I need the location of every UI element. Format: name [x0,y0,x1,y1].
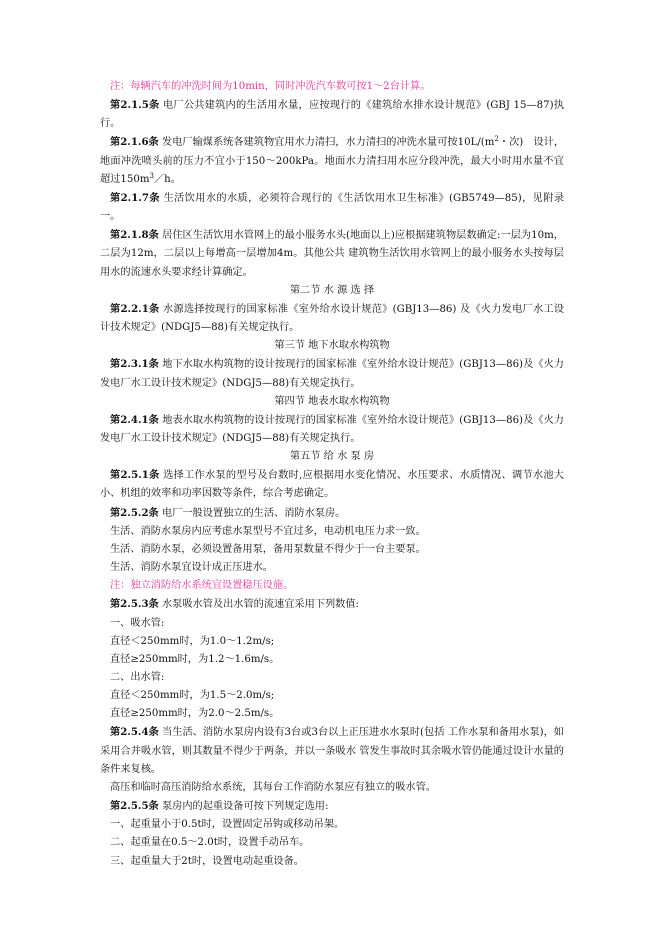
list-item-outlet-large: 直径≥250mm时，为2.0～2.5m/s。 [110,708,280,720]
superscript: 2 [494,135,499,144]
list-item-crane-large: 三、起重量大于2t时，设置电动起重设备。 [110,855,304,867]
paragraph-positive-pressure: 生活、消防水泵宜设计成正压进水。 [110,562,273,574]
note-car-wash: 注：每辆汽车的冲洗时间为10min，同时冲洗汽车数可按1～2台计算。 [110,81,431,92]
article-2-2-1 [100,300,564,337]
paragraph-independent-suction: 高压和临时高压消防给水系统，其每台工作消防水泵应有独立的吸水管。 [110,781,436,793]
article-text: 电厂一般设置独立的生活、消防水泵房。 [158,507,346,519]
article-number: 第2.1.7条 [110,191,160,204]
article-text: ／h。 [153,173,181,185]
article-text: 泵房内的起重设备可按下列规定选用: [158,801,329,813]
list-item-crane-small: 一、起重量小于0.5t时，设置固定吊钩或移动吊架。 [110,819,345,831]
section-heading-2: 第二节 水 源 选 择 [289,284,375,296]
article-text: 当生活、消防水泵房内设有3台或3台以上正压进水水泵时(包括 工作水泵和备用水泵)，如采用合并吸水管，则其数量不得少于两条，并以一条吸水 管发生事故时其余吸水管仍能通过设计水量的条件来复核。 [100,727,564,775]
list-item-suction-small: 直径＜250mm时，为1.0～1.2m/s; [110,635,275,647]
article-2-1-5 [100,96,564,133]
article-2-1-7 [100,189,564,226]
list-item-suction-large: 直径≥250mm时，为1.2～1.6m/s。 [110,653,280,665]
article-number: 第2.1.8条 [110,229,159,242]
article-2-5-5 [100,797,564,816]
article-text: 地表水取水构筑物的设计按现行的国家标准《室外给水设计规范》(GBJ13—86)及《火力发电厂水工设计技术规定》(NDGJ5—88)有关规定执行。 [100,414,564,444]
article-number: 第2.5.3条 [110,598,159,611]
paragraph-pump-type: 生活、消防水泵房内应考虑水泵型号不宜过多，电动机电压力求一致。 [110,525,426,537]
article-number: 第2.1.6条 [110,136,159,149]
article-text: 生活饮用水的水质，必须符合现行的《生活饮用水卫生标准》(GB5749—85)，见附录一。 [100,192,565,223]
article-number: 第2.5.4条 [110,726,159,739]
section-heading-4: 第四节 地表水取水构筑物 [274,395,390,407]
paragraph-backup-pump: 生活、消防水泵，必须设置备用泵，备用泵数量不得少于一台主要泵。 [110,543,426,555]
article-2-5-1 [100,466,564,503]
article-number: 第2.2.1条 [110,302,160,315]
article-text: 地下水取水构筑物的设计按现行的国家标准《室外给水设计规范》(GBJ13—86)及《火力发电厂水工设计技术规定》(NDGJ5—88)有关规定执行。 [100,359,564,389]
article-number: 第2.1.5条 [110,99,160,112]
document-page [100,78,564,871]
article-number: 第2.5.2条 [110,506,159,519]
article-2-1-8 [100,226,564,281]
article-text: 选择工作水泵的型号及台数时,应根据用水变化情况、水压要求、水质情况、调节水池大小、机组的效率和功率因数等条件，综合考虑确定。 [100,470,564,500]
article-number: 第2.5.1条 [110,469,160,482]
article-2-1-6 [100,133,564,188]
superscript: 3 [149,171,154,180]
section-heading-5: 第五节 给 水 泵 房 [289,451,375,463]
article-number: 第2.4.1条 [110,413,159,426]
article-text: 居住区生活饮用水管网上的最小服务水头(地面以上)应根据建筑物层数确定:一层为10m，二层为12m，二层以上每增高一层增加4m。其他公共 建筑物生活饮用水管网上的最小服务水头按每层用水的流速水头要求经计算确定。 [100,230,564,278]
article-2-5-4 [100,723,564,778]
article-number: 第2.5.5条 [110,800,159,813]
list-item-outlet-small: 直径＜250mm时，为1.5～2.0m/s; [110,690,275,702]
article-text: 水泵吸水管及出水管的流速宜采用下列数值: [158,599,359,611]
article-text: 电厂公共建筑内的生活用水量，应按现行的《建筑给水排水设计规范》(GBJ 15—87)执行。 [100,100,564,130]
note-stabilizer: 注：独立消防给水系统宜设置稳压设施。 [110,580,294,592]
article-2-4-1 [100,411,564,448]
article-2-3-1 [100,355,564,392]
article-number: 第2.3.1条 [110,358,159,371]
article-text: 水源选择按现行的国家标准《室外给水设计规范》(GBJ13—86) 及《火力发电厂水工设计技术规定》(NDGJ5—88)有关规定执行。 [100,303,565,334]
list-title-suction: 一、吸水管: [110,617,165,629]
article-text: ・次) 设计，地面冲洗喷头前的压力不宜小于150～200kPa。地面水力清扫用水应分段冲洗，最大小时用水量不宜超过150m [100,137,565,185]
article-2-5-3 [100,595,564,614]
article-2-5-2 [100,504,564,523]
section-heading-3: 第三节 地下水取水构筑物 [274,340,390,352]
list-item-crane-medium: 二、起重量在0.5～2.0t时，设置手动吊车。 [110,837,310,849]
article-text: 发电厂输煤系统各建筑物宜用水力清扫，水力清扫的冲洗水量可按10L/(m [158,137,495,149]
list-title-outlet: 二、出水管: [110,672,165,683]
